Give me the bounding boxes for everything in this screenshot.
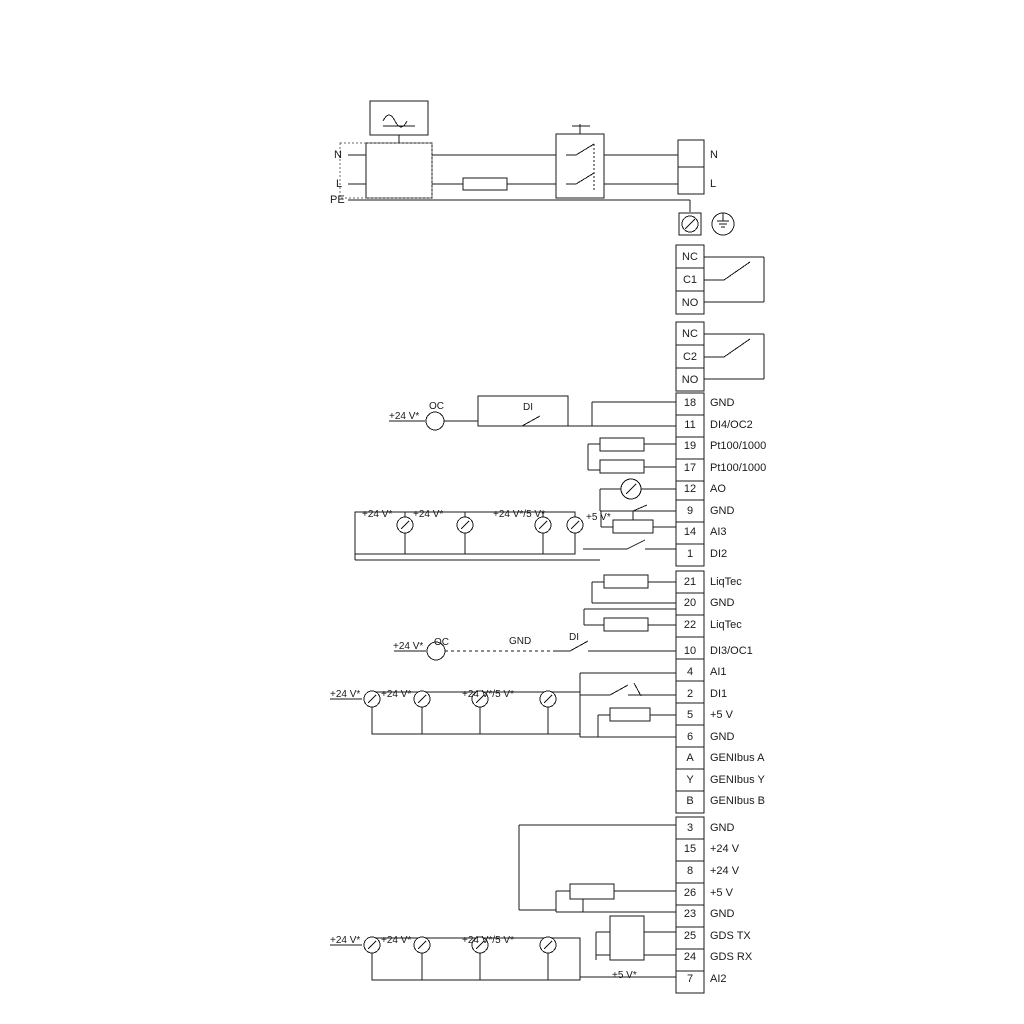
- annotation: +5 V*: [586, 512, 611, 523]
- terminal-name: GND: [710, 822, 735, 834]
- annotation: +24 V*: [330, 689, 361, 700]
- terminal-name: DI1: [710, 688, 728, 700]
- annotation: DI: [523, 402, 533, 413]
- annotation: +24 V*/5 V*: [462, 935, 514, 946]
- annotation: +24 V*: [413, 509, 444, 520]
- terminal-number: 11: [684, 419, 696, 431]
- relay2-terminal-no: NO: [681, 374, 699, 386]
- annotation: +24 V*: [381, 935, 412, 946]
- terminal-name: +24 V: [710, 843, 740, 855]
- annotation: OC: [429, 401, 444, 412]
- terminal-name: DI2: [710, 548, 728, 560]
- terminal-name: GND: [710, 597, 735, 609]
- relay2-terminal-nc: NC: [682, 328, 698, 340]
- annotation: +24 V*: [362, 509, 393, 520]
- terminal-number: 24: [683, 951, 697, 963]
- terminal-name: Pt100/1000: [710, 462, 767, 474]
- annotation: +24 V*/5 V*: [462, 689, 514, 700]
- terminal-number: 17: [683, 462, 697, 474]
- terminal-number: 7: [686, 973, 694, 985]
- terminal-name: GDS TX: [710, 930, 751, 942]
- terminal-name: GND: [710, 505, 735, 517]
- terminal-number: 25: [683, 930, 697, 942]
- terminal-name: Pt100/1000: [710, 440, 767, 452]
- relay1-terminal-nc: NC: [682, 251, 698, 263]
- annotation: +24 V*: [393, 641, 424, 652]
- annotation: +24 V*: [330, 935, 361, 946]
- terminal-number: 22: [683, 619, 697, 631]
- annotation: +24 V*: [389, 411, 420, 422]
- terminal-number: 4: [686, 666, 694, 678]
- terminal-number: 15: [683, 843, 697, 855]
- annotation: DI: [569, 632, 579, 643]
- terminal-name: GENIbus B: [710, 795, 766, 807]
- terminal-number: 21: [683, 576, 697, 588]
- terminal-name: GND: [710, 731, 735, 743]
- terminal-number: 6: [686, 731, 694, 743]
- terminal-number: 12: [683, 483, 697, 495]
- terminal-name: GENIbus A: [710, 752, 765, 764]
- terminal-name: GENIbus Y: [710, 774, 765, 786]
- terminal-name: +5 V: [710, 709, 733, 721]
- terminal-name: AO: [710, 483, 726, 495]
- terminal-name: LiqTec: [710, 619, 742, 631]
- terminal-name: GND: [710, 397, 735, 409]
- label-mains-n: N: [334, 149, 342, 161]
- relay1-terminal-no: NO: [681, 297, 699, 309]
- terminal-number: 2: [686, 688, 694, 700]
- terminal-number: 19: [683, 440, 697, 452]
- label-mains-l: L: [336, 178, 343, 190]
- terminal-name: LiqTec: [710, 576, 742, 588]
- label-out-l: L: [710, 178, 717, 190]
- annotation: +24 V*: [381, 689, 412, 700]
- terminal-number: Y: [686, 774, 694, 786]
- terminal-name: AI1: [710, 666, 727, 678]
- annotation: +5 V*: [612, 970, 637, 981]
- terminal-name: AI3: [710, 526, 727, 538]
- terminal-name: DI3/OC1: [710, 645, 753, 657]
- terminal-name: +24 V: [710, 865, 740, 877]
- relay1-terminal-c1: C1: [682, 274, 698, 286]
- terminal-number: 5: [686, 709, 694, 721]
- label-out-n: N: [710, 149, 718, 161]
- relay2-terminal-c2: C2: [682, 351, 698, 363]
- annotation: +24 V*/5 V*: [493, 509, 545, 520]
- terminal-number: 10: [683, 645, 697, 657]
- terminal-number: 1: [686, 548, 694, 560]
- terminal-number: 20: [683, 597, 697, 609]
- terminal-number: 14: [683, 526, 697, 538]
- terminal-name: DI4/OC2: [710, 419, 753, 431]
- terminal-name: AI2: [710, 973, 727, 985]
- terminal-number: A: [686, 752, 694, 764]
- terminal-number: 8: [686, 865, 694, 877]
- annotation: GND: [509, 636, 532, 647]
- terminal-number: 3: [686, 822, 694, 834]
- terminal-number: B: [686, 795, 694, 807]
- terminal-number: 9: [686, 505, 694, 517]
- terminal-number: 23: [683, 908, 697, 920]
- terminal-number: 26: [683, 887, 697, 899]
- label-mains-pe: PE: [330, 194, 345, 206]
- terminal-name: GDS RX: [710, 951, 753, 963]
- annotation: OC: [434, 637, 449, 648]
- terminal-name: +5 V: [710, 887, 733, 899]
- terminal-name: GND: [710, 908, 735, 920]
- terminal-number: 18: [683, 397, 697, 409]
